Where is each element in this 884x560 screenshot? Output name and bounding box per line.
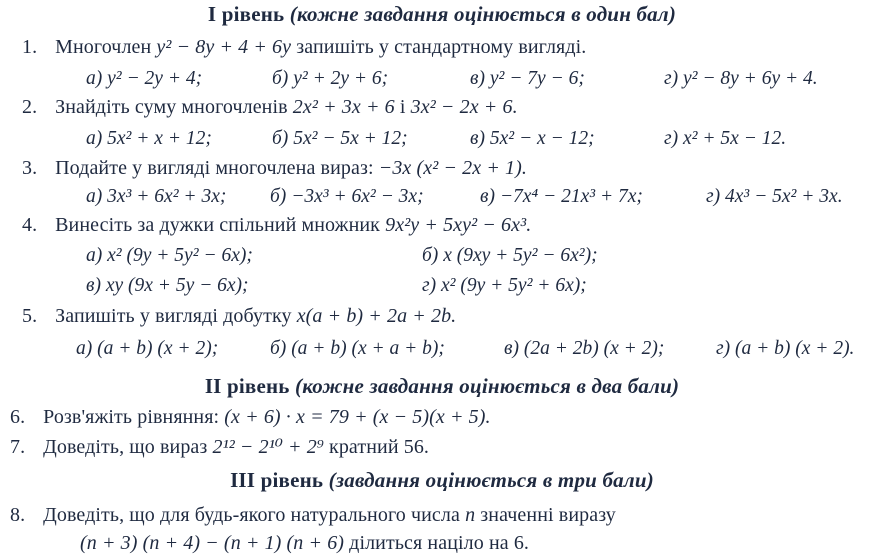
option-value: 5x² + x + 12; — [107, 128, 212, 149]
task-expression: 2x² + 3x + 6 — [292, 96, 395, 118]
option-value: −7x⁴ − 21x³ + 7x; — [499, 186, 643, 207]
option-value: y² − 2y + 4; — [107, 68, 203, 89]
task-1 — [22, 36, 586, 59]
option-label: в) — [86, 275, 101, 296]
option-value: (2a + 2b) (x + 2); — [523, 338, 665, 359]
option-label: а) — [86, 68, 103, 89]
option-label: б) — [270, 338, 287, 359]
option-value: 5x² − x − 12; — [489, 128, 595, 149]
option-4b[interactable] — [422, 245, 598, 267]
option-value: 3x³ + 6x² + 3x; — [107, 186, 227, 207]
option-5c[interactable] — [504, 338, 664, 360]
option-value: y² − 8y + 6y + 4. — [682, 68, 818, 89]
option-2b[interactable] — [272, 128, 408, 150]
option-label: г) — [422, 275, 437, 296]
task-text: Знайдіть суму многочленів — [55, 96, 288, 118]
option-3b[interactable] — [270, 186, 424, 208]
task-text: кратний 56. — [329, 436, 430, 458]
task-expression: 2¹² − 2¹⁰ + 2⁹ — [212, 436, 324, 458]
task-expression: x(a + b) + 2a + 2b. — [296, 305, 457, 327]
option-2a[interactable] — [86, 128, 212, 150]
task-8 — [10, 504, 616, 527]
option-value: −3x³ + 6x² − 3x; — [291, 186, 424, 207]
option-label: б) — [272, 68, 289, 89]
option-4c[interactable] — [86, 275, 249, 297]
option-4a[interactable] — [86, 245, 253, 267]
option-3c[interactable] — [480, 186, 643, 208]
task-expression: n — [465, 504, 476, 526]
option-5b[interactable] — [270, 338, 445, 360]
task-text: і — [399, 96, 406, 118]
task-3 — [22, 157, 527, 180]
task-expression: 9x²y + 5xy² − 6x³. — [385, 214, 532, 236]
task-text: ділиться націло на 6. — [349, 532, 530, 554]
option-1c[interactable] — [470, 68, 585, 90]
option-2c[interactable] — [470, 128, 595, 150]
task-number: 1. — [22, 36, 38, 58]
option-label: а) — [86, 128, 103, 149]
option-1a[interactable] — [86, 68, 202, 90]
option-1d[interactable] — [664, 68, 818, 90]
task-text: значенні виразу — [480, 504, 616, 526]
task-expression: (n + 3) (n + 4) − (n + 1) (n + 6) — [80, 532, 345, 554]
task-7 — [10, 434, 429, 459]
option-label: г) — [706, 186, 721, 207]
task-expression: −3x (x² − 2x + 1). — [378, 157, 527, 179]
option-label: в) — [470, 68, 485, 89]
option-label: б) — [422, 245, 439, 266]
level-title: ІІ рівень — [204, 374, 290, 398]
task-expression: 3x² − 2x + 6. — [410, 96, 518, 118]
option-value: 4x³ − 5x² + 3x. — [724, 186, 843, 207]
option-2d[interactable] — [664, 128, 786, 150]
task-number: 6. — [10, 406, 26, 428]
option-label: б) — [270, 186, 287, 207]
task-expression: (x + 6) · x = 79 + (x − 5)(x + 5). — [224, 406, 491, 428]
level-note: (кожне завдання оцінюється в один бал) — [289, 2, 677, 26]
option-5d[interactable] — [716, 338, 854, 360]
option-value: 5x² − 5x + 12; — [293, 128, 408, 149]
task-text: Многочлен — [55, 36, 152, 58]
task-text: Розв'яжіть рівняння: — [43, 406, 220, 428]
task-5 — [22, 305, 456, 328]
task-text: запишіть у стандартному вигляді. — [296, 36, 587, 58]
task-number: 8. — [10, 504, 26, 526]
task-number: 5. — [22, 305, 38, 327]
level-note: (завдання оцінюється в три бали) — [328, 468, 654, 492]
option-value: (a + b) (x + a + b); — [291, 338, 445, 359]
task-number: 7. — [10, 436, 26, 458]
task-text: Доведіть, що для будь-якого натурального числа — [43, 504, 460, 526]
task-text: Доведіть, що вираз — [43, 436, 208, 458]
option-value: (a + b) (x + 2); — [97, 338, 219, 359]
option-label: а) — [86, 245, 103, 266]
option-4d[interactable] — [422, 275, 587, 297]
option-label: а) — [86, 186, 103, 207]
option-value: x² (9y + 5y² + 6x); — [440, 275, 587, 296]
task-8-line-2 — [80, 532, 529, 555]
option-label: в) — [480, 186, 495, 207]
option-label: б) — [272, 128, 289, 149]
task-text: Запишіть у вигляді добутку — [55, 305, 292, 327]
task-text: Винесіть за дужки спільний множник — [55, 214, 381, 236]
option-label: г) — [664, 68, 679, 89]
task-number: 4. — [22, 214, 38, 236]
level-title: ІІІ рівень — [230, 468, 324, 492]
option-3d[interactable] — [706, 186, 843, 208]
option-value: xy (9x + 5y − 6x); — [105, 275, 249, 296]
task-number: 2. — [22, 96, 38, 118]
level-note: (кожне завдання оцінюється в два бали) — [295, 374, 680, 398]
level-3-heading — [0, 468, 884, 493]
task-6 — [10, 406, 491, 429]
option-3a[interactable] — [86, 186, 226, 208]
option-label: в) — [504, 338, 519, 359]
task-expression: y² − 8y + 4 + 6y — [156, 36, 292, 58]
level-1-heading — [0, 2, 884, 27]
level-title: І рівень — [207, 2, 285, 26]
option-label: г) — [664, 128, 679, 149]
task-number: 3. — [22, 157, 38, 179]
option-value: x (9xy + 5y² − 6x²); — [443, 245, 598, 266]
task-text: Подайте у вигляді многочлена вираз: — [55, 157, 374, 179]
option-label: г) — [716, 338, 731, 359]
option-value: x² (9y + 5y² − 6x); — [107, 245, 253, 266]
option-value: y² − 7y − 6; — [489, 68, 585, 89]
option-label: в) — [470, 128, 485, 149]
option-value: x² + 5x − 12. — [682, 128, 787, 149]
option-value: y² + 2y + 6; — [293, 68, 389, 89]
option-1b[interactable] — [272, 68, 388, 90]
option-5a[interactable] — [76, 338, 218, 360]
level-2-heading — [0, 374, 884, 399]
task-4 — [22, 214, 531, 237]
option-value: (a + b) (x + 2). — [734, 338, 855, 359]
task-2 — [22, 96, 518, 119]
option-label: а) — [76, 338, 93, 359]
